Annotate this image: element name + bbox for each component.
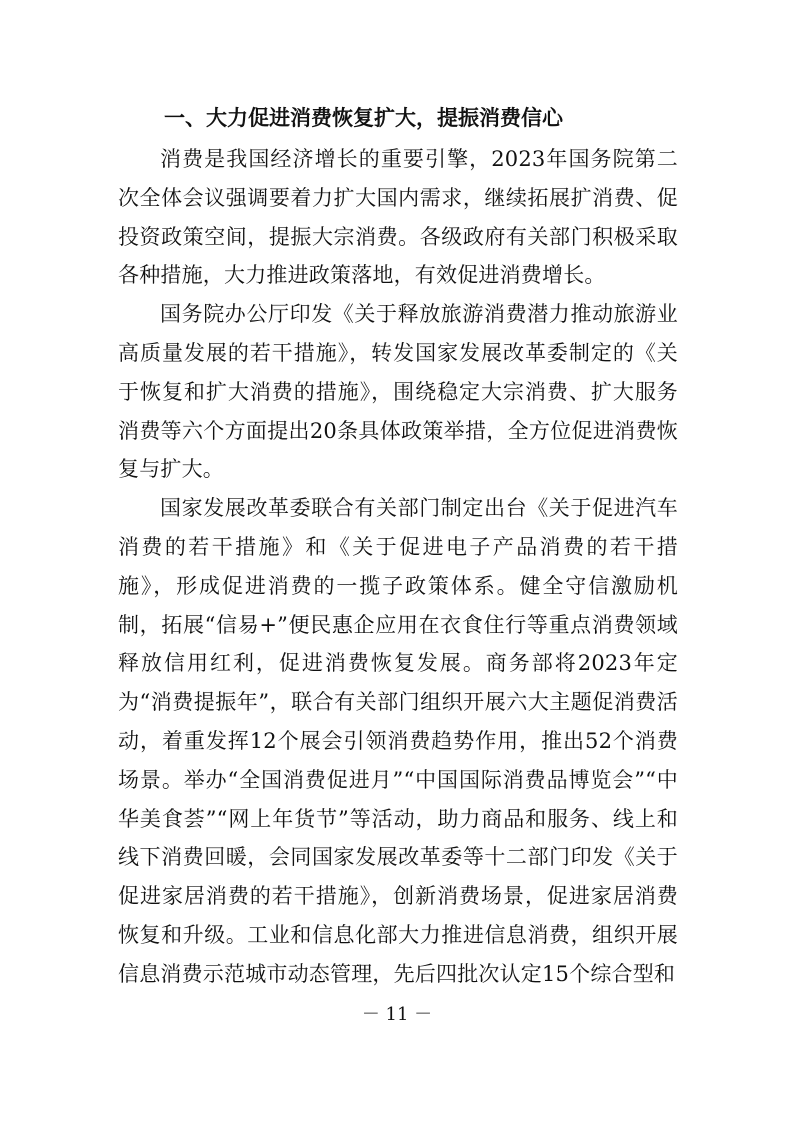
- paragraph-2: 国务院办公厅印发《关于释放旅游消费潜力推动旅游业高质量发展的若干措施》，转发国家发展改革委制定的《关于恢复和扩大消费的措施》，围绕稳定大宗消费、扩大服务消费等六个方面提出20条具体政策举措，全方位促进消费恢复与扩大。: [118, 302, 678, 482]
- section-heading: 一、大力促进消费恢复扩大，提振消费信心: [164, 106, 563, 130]
- paragraph-1: 消费是我国经济增长的重要引擎，2023年国务院第二次全体会议强调要着力扩大国内需求，继续拓展扩消费、促投资政策空间，提振大宗消费。各级政府有关部门积极采取各种措施，大力推进政策落地，有效促进消费增长。: [118, 147, 678, 288]
- page-number: － 11 －: [361, 1004, 433, 1025]
- paragraph-3: 国家发展改革委联合有关部门制定出台《关于促进汽车消费的若干措施》和《关于促进电子产品消费的若干措施》，形成促进消费的一揽子政策体系。健全守信激励机制，拓展“信易+”便民惠企应用在衣食住行等重点消费领域释放信用红利，促进消费恢复发展。商务部将2023年定为“消费提振年”，联合有关部门组织开展六大主题促消费活动，着重发挥12个展会引领消费趋势作用，推出52个消费场景。举办“全国消费促进月”“中国国际消费品博览会”“中华美食荟”“网上年货节”等活动，助力商品和服务、线上和线下消费回暖，会同国家发展改革委等十二部门印发《关于促进家居消费的若干措施》，创新消费场景，促进家居消费恢复和升级。工业和信息化部大力推进信息消费，组织开展信息消费示范城市动态管理，先后四批次认定15个综合型和: [118, 496, 678, 986]
- body-text: [118, 140, 678, 994]
